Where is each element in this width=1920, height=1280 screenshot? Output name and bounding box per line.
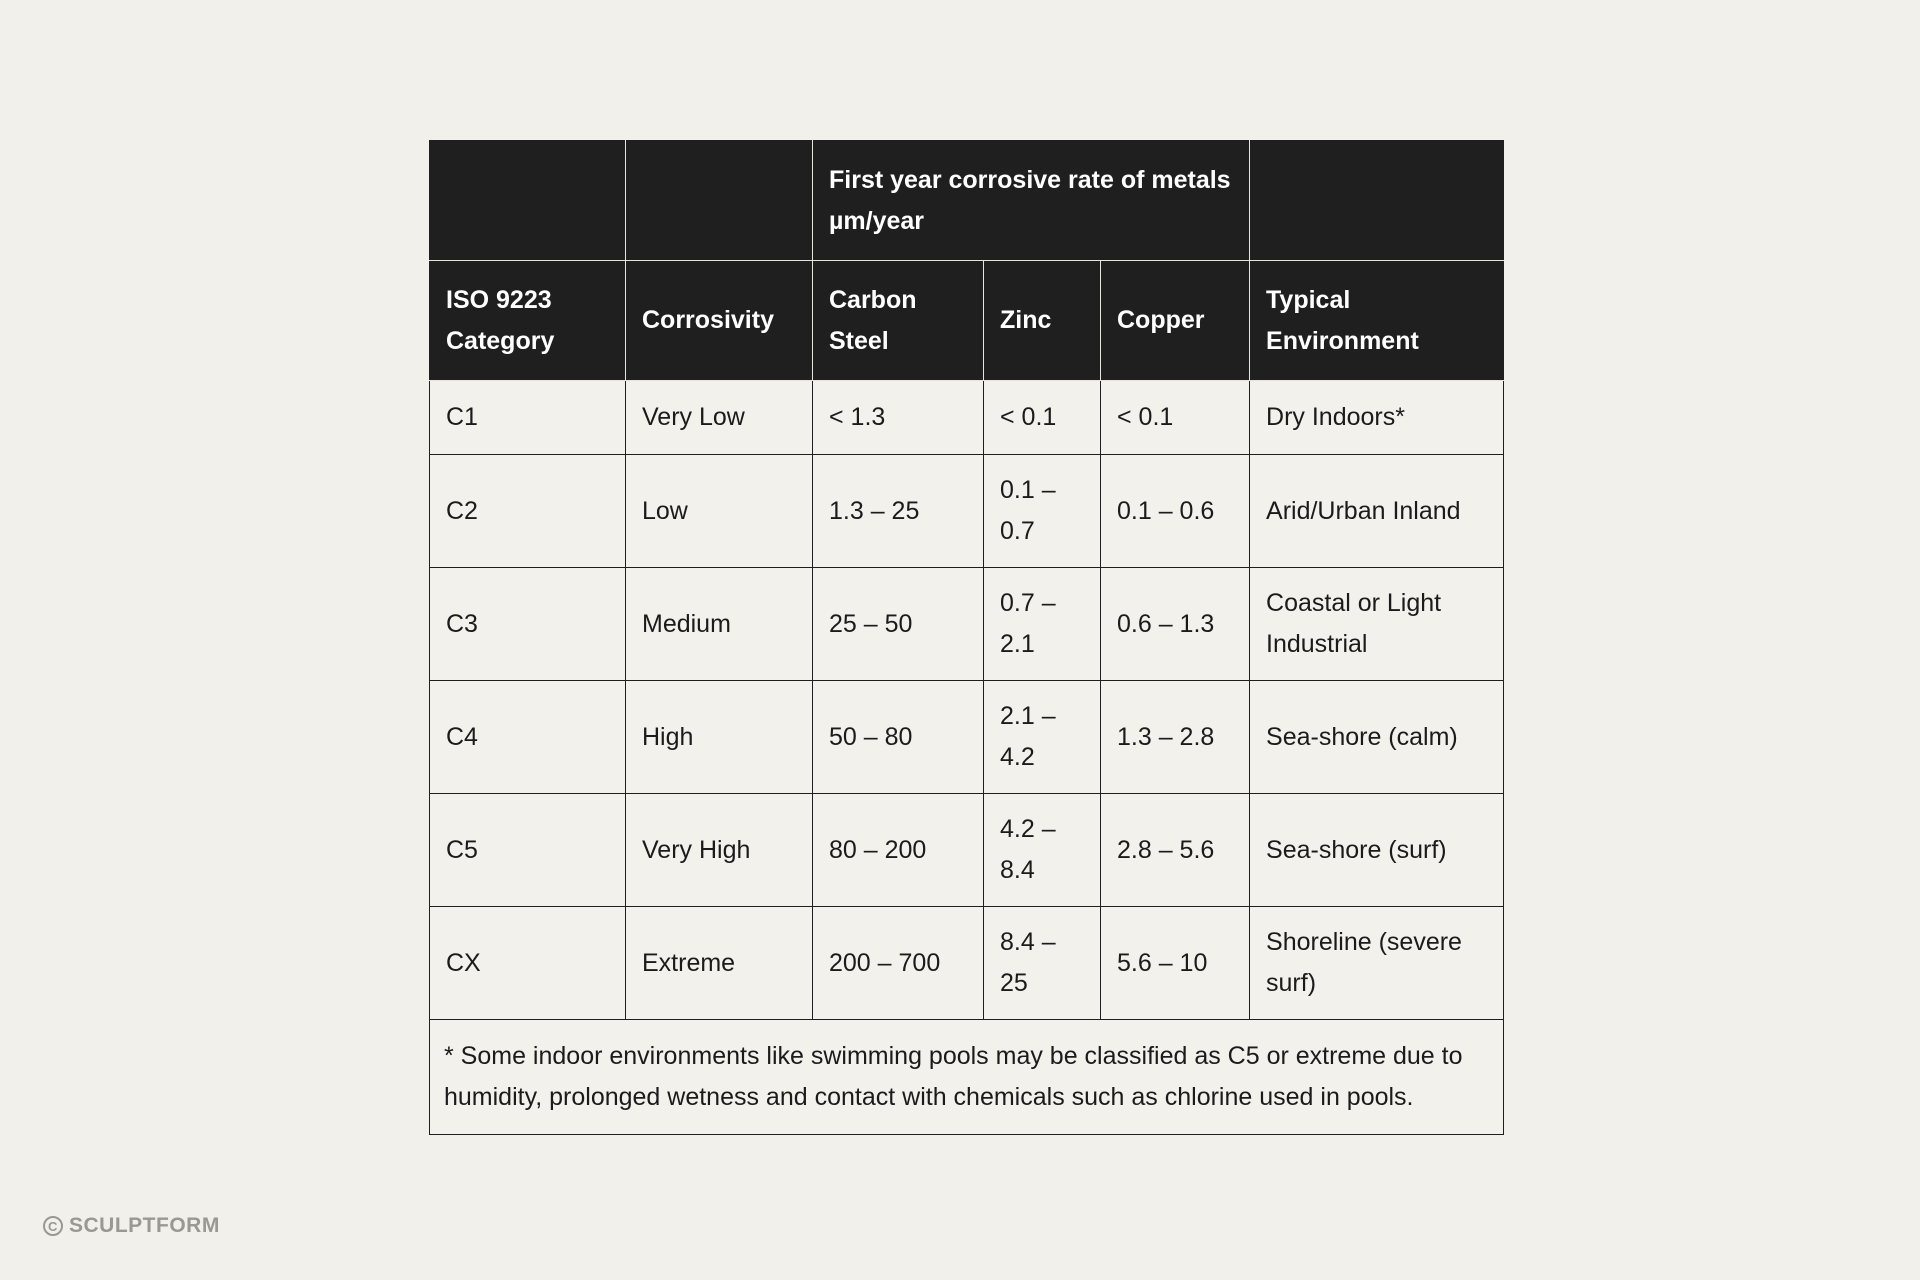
corrosivity-cell: Medium <box>626 568 813 681</box>
carbon-steel-cell: 80 – 200 <box>813 794 984 907</box>
carbon-steel-cell: 25 – 50 <box>813 568 984 681</box>
column-header-copper: Copper <box>1101 261 1250 381</box>
empty-header-cell <box>626 141 813 261</box>
table-row <box>430 681 1504 794</box>
zinc-cell: 8.4 – 25 <box>984 907 1101 1020</box>
footnote: * Some indoor environments like swimming pools may be classified as C5 or extreme due to humidity, prolonged wetness and contact with chemicals such as chlorine used in pools. <box>430 1020 1504 1135</box>
copper-cell: 2.8 – 5.6 <box>1101 794 1250 907</box>
copyright-icon: C <box>43 1216 63 1236</box>
copper-cell: 0.1 – 0.6 <box>1101 455 1250 568</box>
corrosivity-cell: Very Low <box>626 381 813 455</box>
category-cell: CX <box>430 907 626 1020</box>
environment-cell: Arid/Urban Inland <box>1250 455 1504 568</box>
category-cell: C2 <box>430 455 626 568</box>
watermark-text: SCULPTFORM <box>69 1214 220 1237</box>
column-header-corrosivity: Corrosivity <box>626 261 813 381</box>
table-group-header-row <box>430 141 1504 261</box>
zinc-cell: 4.2 – 8.4 <box>984 794 1101 907</box>
environment-cell: Sea-shore (surf) <box>1250 794 1504 907</box>
column-header-category: ISO 9223 Category <box>430 261 626 381</box>
table-row <box>430 455 1504 568</box>
carbon-steel-cell: 50 – 80 <box>813 681 984 794</box>
zinc-cell: < 0.1 <box>984 381 1101 455</box>
watermark <box>43 1214 220 1238</box>
carbon-steel-cell: < 1.3 <box>813 381 984 455</box>
zinc-cell: 0.7 – 2.1 <box>984 568 1101 681</box>
table-row <box>430 794 1504 907</box>
zinc-cell: 0.1 – 0.7 <box>984 455 1101 568</box>
copper-cell: 5.6 – 10 <box>1101 907 1250 1020</box>
corrosivity-cell: Extreme <box>626 907 813 1020</box>
category-cell: C1 <box>430 381 626 455</box>
footnote-row <box>430 1020 1504 1135</box>
category-cell: C5 <box>430 794 626 907</box>
metals-rate-group-header: First year corrosive rate of metals µm/year <box>813 141 1250 261</box>
category-cell: C4 <box>430 681 626 794</box>
corrosivity-cell: Very High <box>626 794 813 907</box>
copper-cell: 0.6 – 1.3 <box>1101 568 1250 681</box>
corrosivity-cell: High <box>626 681 813 794</box>
environment-cell: Shoreline (severe surf) <box>1250 907 1504 1020</box>
environment-cell: Dry Indoors* <box>1250 381 1504 455</box>
empty-header-cell <box>430 141 626 261</box>
environment-cell: Coastal or Light Industrial <box>1250 568 1504 681</box>
environment-cell: Sea-shore (calm) <box>1250 681 1504 794</box>
category-cell: C3 <box>430 568 626 681</box>
table-row <box>430 907 1504 1020</box>
carbon-steel-cell: 200 – 700 <box>813 907 984 1020</box>
copper-cell: 1.3 – 2.8 <box>1101 681 1250 794</box>
column-header-environment: Typical Environment <box>1250 261 1504 381</box>
copper-cell: < 0.1 <box>1101 381 1250 455</box>
corrosion-rate-table <box>429 140 1504 1135</box>
empty-header-cell <box>1250 141 1504 261</box>
corrosivity-cell: Low <box>626 455 813 568</box>
zinc-cell: 2.1 – 4.2 <box>984 681 1101 794</box>
table-column-header-row <box>430 261 1504 381</box>
carbon-steel-cell: 1.3 – 25 <box>813 455 984 568</box>
column-header-carbon-steel: Carbon Steel <box>813 261 984 381</box>
column-header-zinc: Zinc <box>984 261 1101 381</box>
table-row <box>430 568 1504 681</box>
table-row <box>430 381 1504 455</box>
